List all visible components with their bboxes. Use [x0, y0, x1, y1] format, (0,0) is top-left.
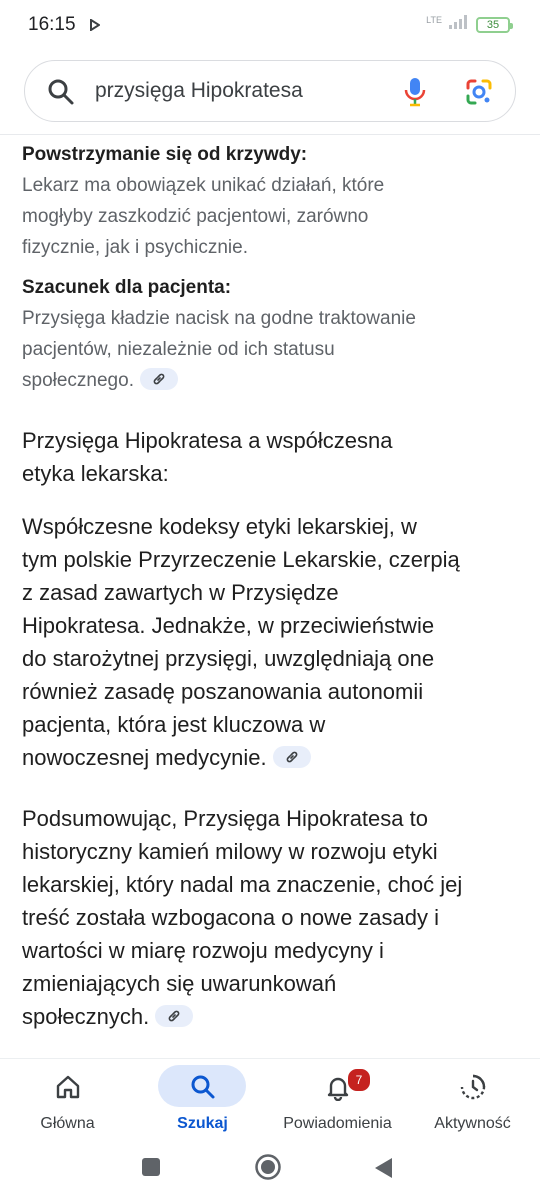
nav-label: Powiadomienia: [283, 1115, 392, 1132]
paragraph-line: do starożytnej przysięgi, uwzględniają one: [22, 646, 435, 671]
nav-label: Główna: [40, 1115, 95, 1132]
item-text-line: fizycznie, jak i psychicznie.: [22, 237, 248, 258]
paragraph-line: z zasad zawartych w Przysiędze: [22, 580, 339, 605]
notification-badge: 7: [346, 1067, 372, 1093]
paragraph-line: pacjenta, która jest kluczowa w: [22, 712, 326, 737]
section-heading-line: Przysięga Hipokratesa a współczesna: [22, 428, 393, 453]
item-title: Powstrzymanie się od krzywdy:: [22, 144, 308, 165]
network-type: LTE: [426, 15, 442, 25]
google-lens-icon[interactable]: [465, 78, 493, 111]
source-link-chip[interactable]: [155, 1005, 193, 1027]
item-text-line: pacjentów, niezależnie od ich statusu: [22, 339, 335, 360]
activity-icon: [459, 1073, 487, 1106]
status-indicators: [426, 14, 510, 35]
paragraph-line: lekarskiej, który nadal ma znaczenie, choć jej: [22, 872, 463, 897]
home-icon: [54, 1073, 82, 1106]
paragraph-line: historyczny kamień milowy w rozwoju etyki: [22, 839, 438, 864]
paragraph-end: nowoczesnej medycynie.: [22, 745, 267, 770]
play-icon: [90, 18, 100, 36]
source-link-chip[interactable]: [140, 368, 178, 390]
nav-label: Szukaj: [177, 1115, 228, 1132]
nav-item-home[interactable]: [0, 1059, 135, 1147]
divider: [0, 134, 540, 135]
paragraph-line: również zasadę poszanowania autonomii: [22, 679, 424, 704]
home-button-icon[interactable]: [254, 1153, 282, 1186]
paragraph-line: [22, 741, 522, 774]
source-link-chip[interactable]: [273, 746, 311, 768]
paragraph-line: tym polskie Przyrzeczenie Lekarskie, czerpią: [22, 547, 460, 572]
bottom-navigation: [0, 1058, 540, 1147]
search-bar[interactable]: [24, 60, 516, 122]
paragraph-line: treść została wzbogacona o nowe zasady i: [22, 905, 440, 930]
recents-icon[interactable]: [140, 1156, 162, 1183]
item-text-end: społecznego.: [22, 370, 134, 391]
search-icon[interactable]: [47, 78, 75, 111]
search-input[interactable]: przysięga Hipokratesa: [95, 79, 303, 102]
paragraph-line: Hipokratesa. Jednakże, w przeciwieństwie: [22, 613, 435, 638]
nav-label: Aktywność: [434, 1115, 511, 1132]
nav-item-search[interactable]: [135, 1059, 270, 1147]
signal-icon: [448, 14, 470, 35]
status-time: 16:15: [28, 14, 76, 35]
paragraph-line: [22, 1000, 522, 1033]
item-text-line: mogłyby zaszkodzić pacjentowi, zarówno: [22, 206, 369, 227]
nav-item-notifications[interactable]: [270, 1059, 405, 1147]
link-icon: [285, 750, 299, 764]
status-bar: [0, 0, 540, 52]
back-icon[interactable]: [372, 1156, 394, 1185]
link-icon: [167, 1009, 181, 1023]
paragraph-line: zmieniających się uwarunkowań: [22, 971, 337, 996]
section-heading-line: etyka lekarska:: [22, 461, 169, 486]
battery-icon: 35: [476, 17, 510, 33]
search-icon: [189, 1073, 217, 1106]
item-text-line: Lekarz ma obowiązek unikać działań, które: [22, 175, 385, 196]
item-text-line: [22, 365, 522, 396]
system-navigation: [0, 1146, 540, 1200]
item-title: Szacunek dla pacjenta:: [22, 277, 232, 298]
paragraph-line: Współczesne kodeksy etyki lekarskiej, w: [22, 514, 417, 539]
microphone-icon[interactable]: [403, 77, 427, 112]
nav-item-activity[interactable]: [405, 1059, 540, 1147]
item-text-line: Przysięga kładzie nacisk na godne traktowanie: [22, 308, 416, 329]
answer-content: [22, 140, 522, 1033]
link-icon: [152, 372, 166, 386]
paragraph-line: Podsumowując, Przysięga Hipokratesa to: [22, 806, 428, 831]
paragraph-line: wartości w miarę rozwoju medycyny i: [22, 938, 384, 963]
paragraph-end: społecznych.: [22, 1004, 150, 1029]
